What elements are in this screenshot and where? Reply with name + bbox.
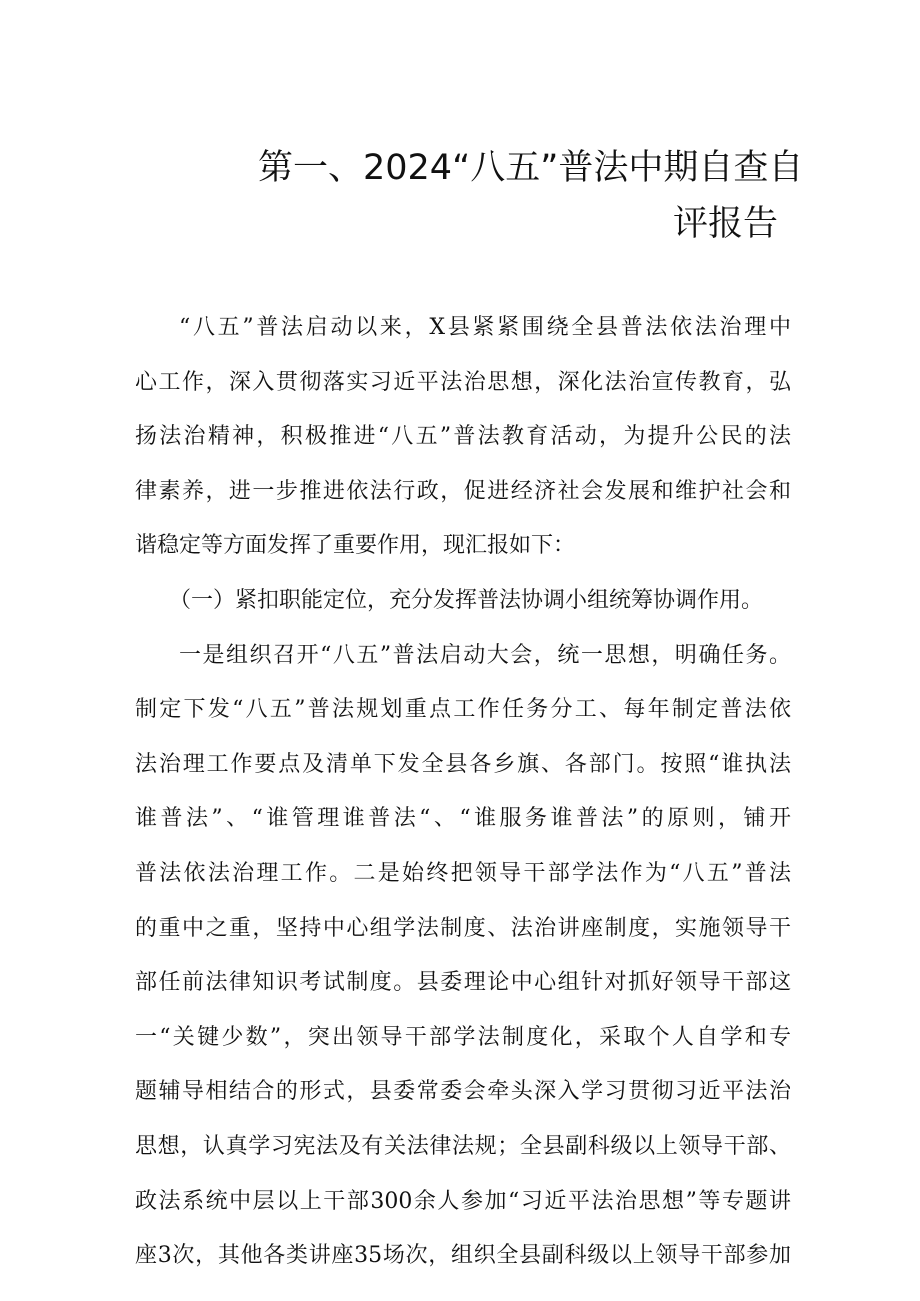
paragraph-line: 制定下发“八五”普法规划重点工作任务分工、每年制定普法依 — [135, 697, 791, 723]
paragraph-line: 谐稳定等方面发挥了重要作用，现汇报如下： — [135, 533, 576, 559]
paragraph-line: 的重中之重，坚持中心组学法制度、法治讲座制度，实施领导干 — [135, 915, 791, 941]
paragraph-line: 心工作，深入贯彻落实习近平法治思想，深化法治宣传教育，弘 — [135, 369, 791, 395]
paragraph-line: 谁普法”、“谁管理谁普法“、“谁服务谁普法”的原则，铺开 — [135, 806, 791, 832]
document-title — [258, 140, 804, 252]
paragraph-line: 扬法治精神，积极推进“八五”普法教育活动，为提升公民的法 — [135, 424, 791, 450]
paragraph-line: “八五”普法启动以来，X县紧紧围绕全县普法依法治理中 — [179, 315, 791, 340]
paragraph-line: 政法系统中层以上干部300余人参加“习近平法治思想”等专题讲 — [135, 1188, 791, 1214]
paragraph-line: 思想，认真学习宪法及有关法律法规；全县副科级以上领导干部、 — [135, 1133, 791, 1159]
paragraph-line: 律素养，进一步推进依法行政，促进经济社会发展和维护社会和 — [135, 478, 791, 504]
paragraph-line: 普法依法治理工作。二是始终把领导干部学法作为“八五”普法 — [135, 860, 791, 886]
paragraph-line: 一“关键少数”，突出领导干部学法制度化，采取个人自学和专 — [135, 1024, 791, 1050]
document-body — [135, 301, 791, 1284]
title-line-2: 评报告 — [672, 204, 778, 244]
section-heading: （一）紧扣职能定位，充分发挥普法协调小组统筹协调作用。 — [169, 587, 764, 613]
paragraph-line: 法治理工作要点及清单下发全县各乡旗、各部门。按照“谁执法 — [135, 751, 791, 777]
paragraph-line: 座3次，其他各类讲座35场次，组织全县副科级以上领导干部参加 — [135, 1243, 791, 1269]
paragraph-line: 一是组织召开“八五”普法启动大会，统一思想，明确任务。 — [179, 642, 791, 668]
paragraph-line: 部任前法律知识考试制度。县委理论中心组针对抓好领导干部这 — [135, 970, 791, 996]
title-line-1: 第一、2024“八五”普法中期自查自 — [258, 148, 804, 188]
paragraph-line: 题辅导相结合的形式，县委常委会牵头深入学习贯彻习近平法治 — [135, 1079, 791, 1105]
